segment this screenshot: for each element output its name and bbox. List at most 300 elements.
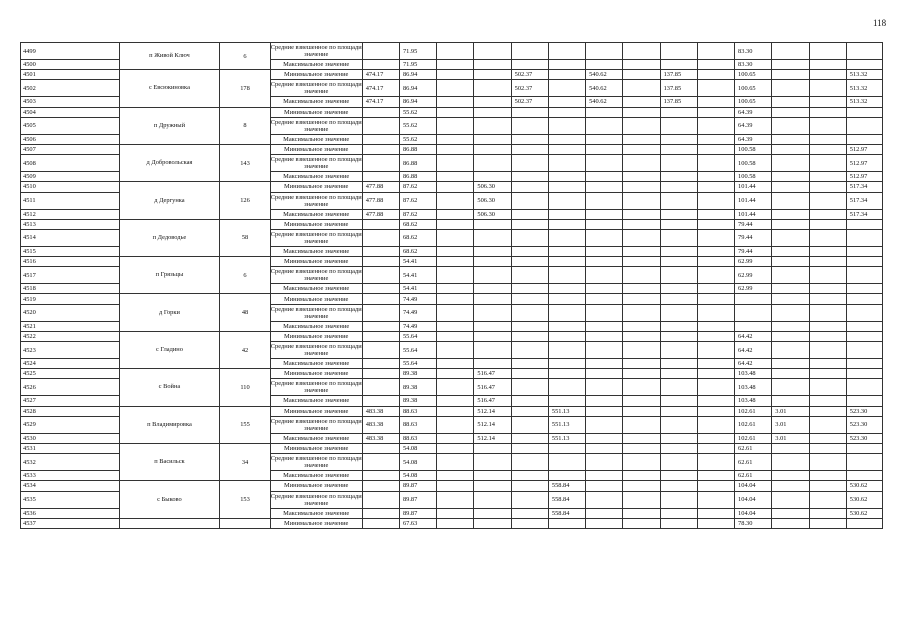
value-cell [697, 396, 734, 406]
value-cell [772, 219, 809, 229]
value-cell [474, 304, 511, 321]
value-cell: 513.32 [846, 97, 882, 107]
value-cell [474, 80, 511, 97]
value-cell [660, 134, 697, 144]
value-cell [772, 172, 809, 182]
value-type: Минимальное значение [270, 518, 362, 528]
value-cell [809, 80, 846, 97]
value-cell [809, 491, 846, 508]
row-id: 4501 [21, 70, 120, 80]
value-type: Максимальное значение [270, 246, 362, 256]
value-cell [437, 267, 474, 284]
value-cell [660, 416, 697, 433]
value-cell [362, 219, 399, 229]
value-cell [697, 192, 734, 209]
value-cell [362, 134, 399, 144]
value-type: Максимальное значение [270, 134, 362, 144]
value-cell [548, 284, 585, 294]
value-cell: 101.44 [735, 209, 772, 219]
value-cell [697, 107, 734, 117]
value-cell [697, 80, 734, 97]
value-cell [660, 321, 697, 331]
value-cell: 64.39 [735, 107, 772, 117]
value-cell: 477.88 [362, 209, 399, 219]
value-cell: 74.49 [399, 294, 436, 304]
settlement-name: п Васильск [119, 443, 220, 480]
value-cell [586, 508, 623, 518]
value-cell [511, 416, 548, 433]
value-cell [586, 155, 623, 172]
value-cell [586, 294, 623, 304]
settlement-name: с Евсюкиновка [119, 70, 220, 107]
value-cell [623, 508, 660, 518]
value-cell [660, 284, 697, 294]
value-cell [772, 491, 809, 508]
value-type: Средние взвешенное по площади значение [270, 44, 362, 58]
value-type: Максимальное значение [270, 508, 362, 518]
value-type: Максимальное значение [270, 396, 362, 406]
value-cell [772, 342, 809, 359]
value-cell [660, 257, 697, 267]
value-cell [437, 257, 474, 267]
value-cell: 483.38 [362, 416, 399, 433]
value-cell [735, 321, 772, 331]
value-cell: 89.38 [399, 369, 436, 379]
value-cell: 67.63 [399, 518, 436, 528]
value-cell [586, 284, 623, 294]
value-cell [586, 192, 623, 209]
value-cell [809, 229, 846, 246]
value-cell [846, 257, 882, 267]
value-cell [511, 359, 548, 369]
settlement-name: п Грязьцы [119, 257, 220, 294]
row-id: 4531 [21, 443, 120, 453]
value-cell [474, 443, 511, 453]
value-cell: 558.84 [548, 508, 585, 518]
table-row [21, 107, 883, 117]
value-cell [548, 60, 585, 70]
value-cell: 506.30 [474, 182, 511, 192]
value-cell [660, 144, 697, 154]
population: 48 [220, 294, 270, 331]
row-id: 4520 [21, 304, 120, 321]
value-cell [660, 454, 697, 471]
row-id: 4499 [21, 43, 120, 60]
value-cell [437, 144, 474, 154]
value-cell [548, 117, 585, 134]
value-cell [548, 229, 585, 246]
value-cell [735, 294, 772, 304]
value-cell [772, 331, 809, 341]
value-cell: 517.34 [846, 209, 882, 219]
value-cell [660, 491, 697, 508]
value-cell [623, 229, 660, 246]
value-cell: 512.14 [474, 416, 511, 433]
settlement-name: с Гладино [119, 331, 220, 368]
value-cell [548, 304, 585, 321]
value-cell [772, 246, 809, 256]
table-row [21, 481, 883, 491]
value-cell [437, 209, 474, 219]
value-cell [362, 294, 399, 304]
value-cell [623, 369, 660, 379]
value-cell [846, 284, 882, 294]
value-cell [623, 471, 660, 481]
value-cell [809, 359, 846, 369]
value-cell: 55.62 [399, 107, 436, 117]
value-cell: 100.58 [735, 172, 772, 182]
value-type: Максимальное значение [270, 284, 362, 294]
value-cell: 512.14 [474, 433, 511, 443]
value-cell [660, 267, 697, 284]
value-cell [772, 134, 809, 144]
value-cell [697, 246, 734, 256]
population: 143 [220, 144, 270, 181]
value-cell [586, 518, 623, 528]
value-cell [623, 267, 660, 284]
value-cell: 512.97 [846, 144, 882, 154]
value-cell [511, 331, 548, 341]
value-cell [623, 43, 660, 60]
value-cell: 551.13 [548, 433, 585, 443]
value-type: Средние взвешенное по площади значение [270, 268, 362, 283]
value-cell [437, 43, 474, 60]
value-cell [660, 396, 697, 406]
value-cell [735, 304, 772, 321]
value-cell [474, 267, 511, 284]
value-cell: 540.62 [586, 70, 623, 80]
value-cell [846, 396, 882, 406]
value-cell: 71.95 [399, 60, 436, 70]
value-cell [586, 406, 623, 416]
value-cell: 88.63 [399, 406, 436, 416]
value-cell [697, 369, 734, 379]
value-cell: 102.61 [735, 416, 772, 433]
value-cell [437, 471, 474, 481]
value-cell [697, 491, 734, 508]
value-cell [809, 471, 846, 481]
value-cell [437, 342, 474, 359]
value-cell [623, 379, 660, 396]
table-row [21, 219, 883, 229]
value-cell [809, 134, 846, 144]
value-cell [772, 229, 809, 246]
value-cell [697, 144, 734, 154]
value-cell [697, 433, 734, 443]
table-row [21, 182, 883, 192]
value-cell: 102.61 [735, 406, 772, 416]
value-cell [697, 321, 734, 331]
value-cell [586, 134, 623, 144]
value-cell: 79.44 [735, 246, 772, 256]
value-cell [437, 172, 474, 182]
value-cell [362, 342, 399, 359]
value-cell [474, 294, 511, 304]
value-cell [511, 369, 548, 379]
row-id: 4506 [21, 134, 120, 144]
value-cell [697, 134, 734, 144]
data-table [20, 42, 883, 529]
value-type: Максимальное значение [270, 172, 362, 182]
row-id: 4533 [21, 471, 120, 481]
value-cell [474, 257, 511, 267]
value-cell [623, 70, 660, 80]
value-cell [474, 97, 511, 107]
value-cell [511, 246, 548, 256]
value-type: Минимальное значение [270, 182, 362, 192]
value-cell: 483.38 [362, 433, 399, 443]
value-cell [697, 257, 734, 267]
value-cell [846, 454, 882, 471]
value-cell [586, 229, 623, 246]
value-type: Средние взвешенное по площади значение [270, 156, 362, 171]
value-cell: 86.88 [399, 155, 436, 172]
value-cell [623, 144, 660, 154]
value-cell [437, 294, 474, 304]
value-cell: 102.61 [735, 433, 772, 443]
row-id: 4508 [21, 155, 120, 172]
table-row [21, 294, 883, 304]
value-cell [437, 321, 474, 331]
value-type: Средние взвешенное по площади значение [270, 118, 362, 133]
value-cell: 89.38 [399, 396, 436, 406]
value-cell [511, 454, 548, 471]
value-cell [809, 219, 846, 229]
value-cell: 71.95 [399, 43, 436, 60]
value-cell [437, 454, 474, 471]
value-cell: 513.32 [846, 70, 882, 80]
value-cell [437, 60, 474, 70]
value-cell [697, 304, 734, 321]
value-cell [660, 229, 697, 246]
value-cell [772, 192, 809, 209]
value-cell [623, 80, 660, 97]
population: 6 [220, 43, 270, 70]
value-cell: 483.38 [362, 406, 399, 416]
value-cell [660, 406, 697, 416]
value-cell: 64.39 [735, 134, 772, 144]
value-cell: 502.37 [511, 80, 548, 97]
value-cell [474, 70, 511, 80]
value-cell: 474.17 [362, 70, 399, 80]
page-number: 118 [873, 18, 887, 28]
value-cell [437, 443, 474, 453]
value-cell: 3.01 [772, 433, 809, 443]
value-cell: 68.62 [399, 219, 436, 229]
value-cell [437, 284, 474, 294]
value-cell [362, 454, 399, 471]
value-cell: 86.88 [399, 144, 436, 154]
value-cell [846, 304, 882, 321]
value-cell: 86.94 [399, 97, 436, 107]
value-cell [437, 219, 474, 229]
value-cell [846, 219, 882, 229]
value-cell [772, 80, 809, 97]
value-cell [548, 396, 585, 406]
value-cell [511, 144, 548, 154]
value-cell [437, 369, 474, 379]
value-cell: 87.62 [399, 209, 436, 219]
value-cell: 523.30 [846, 433, 882, 443]
value-cell: 103.48 [735, 396, 772, 406]
value-cell [474, 471, 511, 481]
value-cell [511, 321, 548, 331]
value-cell: 83.30 [735, 43, 772, 60]
value-cell: 558.84 [548, 481, 585, 491]
table-row [21, 257, 883, 267]
value-cell [586, 454, 623, 471]
value-cell [623, 155, 660, 172]
value-cell [437, 246, 474, 256]
value-cell: 62.99 [735, 284, 772, 294]
value-cell [511, 209, 548, 219]
population [220, 518, 270, 528]
value-cell: 137.85 [660, 70, 697, 80]
value-cell [474, 331, 511, 341]
value-type: Средние взвешенное по площади значение [270, 193, 362, 208]
value-cell [362, 107, 399, 117]
value-cell [809, 518, 846, 528]
value-cell [809, 416, 846, 433]
value-cell [437, 182, 474, 192]
value-cell: 100.65 [735, 80, 772, 97]
value-cell: 88.63 [399, 416, 436, 433]
value-cell [548, 518, 585, 528]
value-cell [772, 117, 809, 134]
value-cell: 55.64 [399, 342, 436, 359]
row-id: 4528 [21, 406, 120, 416]
value-cell [772, 257, 809, 267]
value-cell [437, 433, 474, 443]
value-cell [474, 454, 511, 471]
value-cell [362, 443, 399, 453]
value-cell [623, 134, 660, 144]
value-type: Средние взвешенное по площади значение [270, 343, 362, 357]
value-cell [623, 107, 660, 117]
value-cell [697, 284, 734, 294]
value-cell [772, 304, 809, 321]
value-cell: 3.01 [772, 406, 809, 416]
row-id: 4510 [21, 182, 120, 192]
value-cell [809, 284, 846, 294]
value-cell [474, 229, 511, 246]
row-id: 4505 [21, 117, 120, 134]
value-cell [660, 192, 697, 209]
value-cell [511, 192, 548, 209]
value-cell: 62.99 [735, 267, 772, 284]
value-cell [362, 359, 399, 369]
value-type: Минимальное значение [270, 144, 362, 154]
value-cell [548, 107, 585, 117]
value-cell [809, 508, 846, 518]
value-cell [809, 182, 846, 192]
value-cell [697, 454, 734, 471]
value-cell [362, 60, 399, 70]
row-id: 4509 [21, 172, 120, 182]
value-cell [660, 182, 697, 192]
row-id: 4500 [21, 60, 120, 70]
value-cell [697, 172, 734, 182]
value-cell [660, 443, 697, 453]
value-cell [548, 359, 585, 369]
value-cell [772, 518, 809, 528]
value-cell: 55.64 [399, 331, 436, 341]
value-cell [772, 369, 809, 379]
value-cell [548, 43, 585, 60]
row-id: 4514 [21, 229, 120, 246]
value-type: Минимальное значение [270, 107, 362, 117]
value-cell [809, 342, 846, 359]
value-type: Средние взвешенное по площади значение [270, 230, 362, 245]
value-cell [437, 117, 474, 134]
value-cell [772, 321, 809, 331]
value-cell [548, 182, 585, 192]
value-cell [623, 97, 660, 107]
value-cell [437, 491, 474, 508]
value-cell [511, 60, 548, 70]
value-cell: 502.37 [511, 70, 548, 80]
value-cell [586, 443, 623, 453]
value-cell [697, 60, 734, 70]
value-cell: 101.44 [735, 192, 772, 209]
value-cell: 3.01 [772, 416, 809, 433]
value-cell [511, 107, 548, 117]
row-id: 4507 [21, 144, 120, 154]
row-id: 4512 [21, 209, 120, 219]
value-cell [511, 396, 548, 406]
value-cell [511, 172, 548, 182]
value-cell [809, 433, 846, 443]
value-cell [474, 518, 511, 528]
table-row [21, 369, 883, 379]
value-cell [548, 70, 585, 80]
value-cell [437, 155, 474, 172]
value-cell [846, 518, 882, 528]
value-cell [548, 172, 585, 182]
value-cell [586, 209, 623, 219]
value-cell [623, 294, 660, 304]
value-cell [623, 192, 660, 209]
value-cell [697, 331, 734, 341]
value-cell [586, 43, 623, 60]
value-cell [511, 491, 548, 508]
value-cell [660, 294, 697, 304]
value-type: Минимальное значение [270, 219, 362, 229]
value-cell [474, 481, 511, 491]
value-cell [623, 481, 660, 491]
value-cell [846, 379, 882, 396]
value-cell: 54.41 [399, 267, 436, 284]
value-cell [548, 246, 585, 256]
value-cell [437, 229, 474, 246]
value-cell: 100.58 [735, 144, 772, 154]
value-cell [437, 107, 474, 117]
value-cell: 54.41 [399, 257, 436, 267]
value-cell [511, 134, 548, 144]
value-cell [511, 518, 548, 528]
value-cell: 64.42 [735, 359, 772, 369]
value-cell [548, 342, 585, 359]
value-cell [660, 342, 697, 359]
value-cell [772, 182, 809, 192]
value-cell: 54.08 [399, 443, 436, 453]
value-cell: 89.87 [399, 491, 436, 508]
value-cell [362, 267, 399, 284]
value-cell [511, 43, 548, 60]
value-cell: 516.47 [474, 379, 511, 396]
value-cell [809, 172, 846, 182]
value-cell [623, 219, 660, 229]
